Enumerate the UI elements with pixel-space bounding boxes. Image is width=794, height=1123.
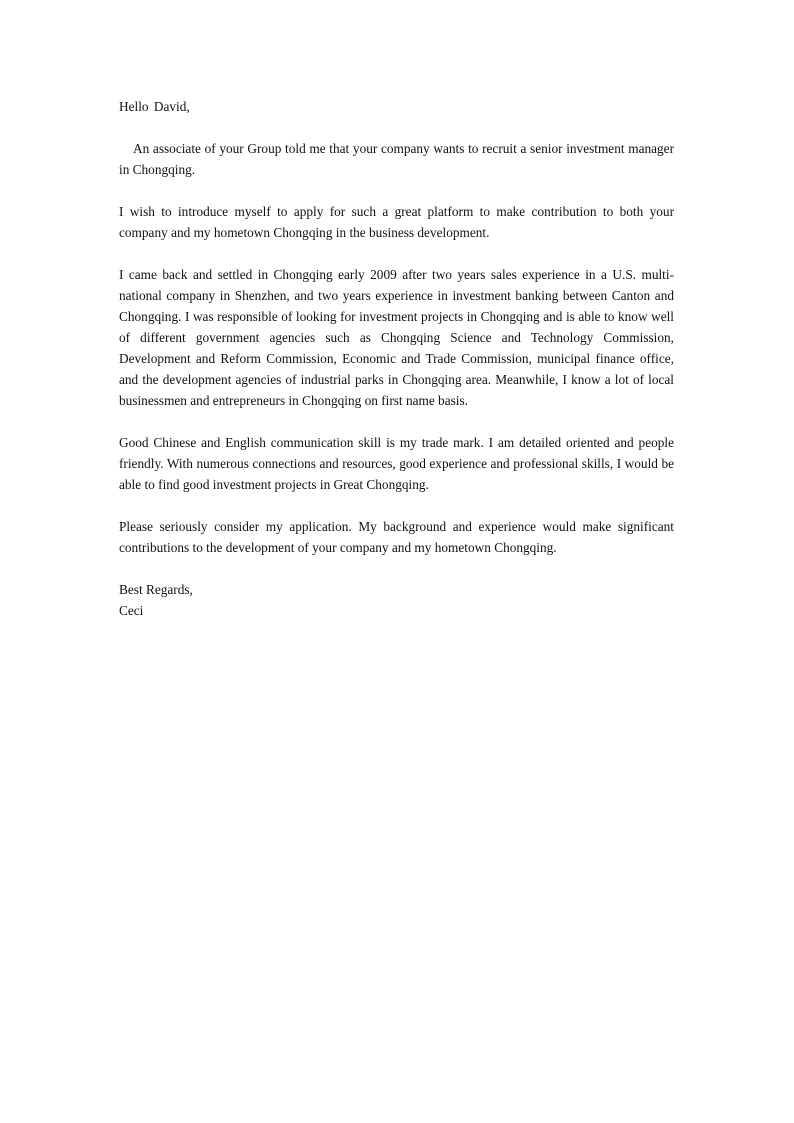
- letter-greeting: Hello David,: [119, 99, 190, 114]
- paragraph-introduction: I wish to introduce myself to apply for such a great platform to make contribution to both your company and my hometown Chongqing in the business development.: [119, 204, 674, 240]
- paragraph-request: Please seriously consider my application. My background and experience would make significant contributions to the development of your company and my hometown Chongqing.: [119, 519, 674, 555]
- paragraph-skills: Good Chinese and English communication skill is my trade mark. I am detailed oriented and people friendly. With numerous connections and resources, good experience and professional skills, I would be able to find good investment projects in Great Chongqing.: [119, 435, 674, 492]
- letter-closing: Best Regards,: [119, 582, 193, 597]
- paragraph-intro: An associate of your Group told me that your company wants to recruit a senior investment manager in Chongqing.: [119, 141, 674, 177]
- letter-signature: Ceci: [119, 603, 144, 618]
- paragraph-experience: I came back and settled in Chongqing early 2009 after two years sales experience in a U.S. multi-national company in Shenzhen, and two years experience in investment banking between Canton and Chongqing. I was responsible of looking for investment projects in Chongqing and is able to know well of different government agencies such as Chongqing Science and Technology Commission, Development and Reform Commission, Economic and Trade Commission, municipal finance office, and the development agencies of industrial parks in Chongqing area. Meanwhile, I know a lot of local businessmen and entrepreneurs in Chongqing on first name basis.: [119, 267, 674, 408]
- letter-body: [119, 96, 674, 621]
